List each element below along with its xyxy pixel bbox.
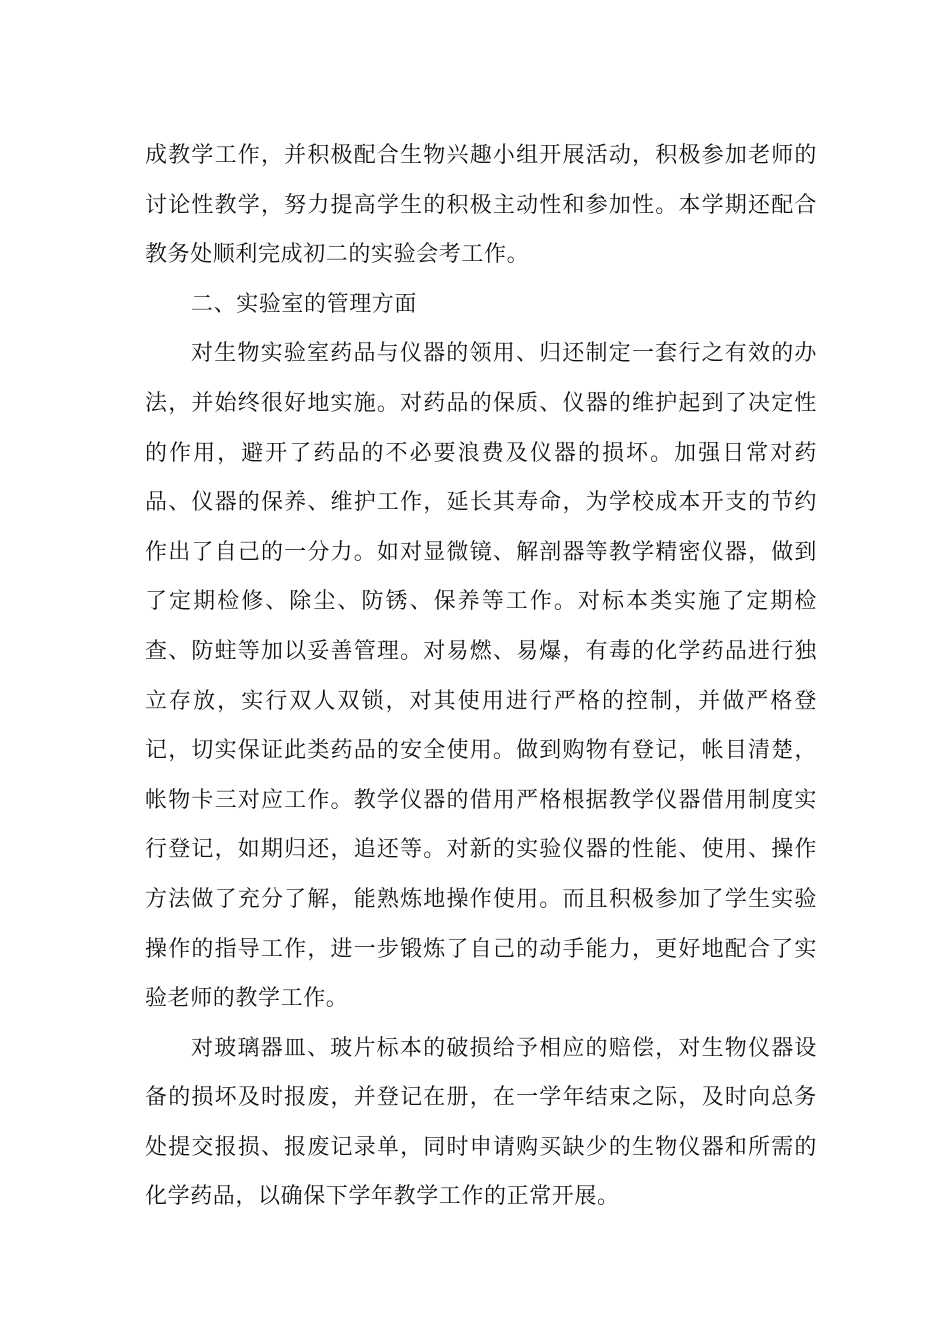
paragraph-breakage-compensation: 对玻璃器皿、玻片标本的破损给予相应的赔偿，对生物仪器设备的损坏及时报废，并登记在册，在一学年结束之际，及时向总务处提交报损、报废记录单，同时申请购买缺少的生物仪器和所需的化学药品，以确保下学年教学工作的正常开展。 — [145, 1035, 817, 1210]
paragraph-lab-management: 对生物实验室药品与仪器的领用、归还制定一套行之有效的办法，并始终很好地实施。对药品的保质、仪器的维护起到了决定性的作用，避开了药品的不必要浪费及仪器的损坏。加强日常对药品、仪器的保养、维护工作，延长其寿命，为学校成本开支的节约作出了自己的一分力。如对显微镜、解剖器等教学精密仪器，做到了定期检修、除尘、防锈、保养等工作。对标本类实施了定期检查、防蛀等加以妥善管理。对易燃、易爆，有毒的化学药品进行独立存放，实行双人双锁，对其使用进行严格的控制，并做严格登记，切实保证此类药品的安全使用。做到购物有登记，帐目清楚，帐物卡三对应工作。教学仪器的借用严格根据教学仪器借用制度实行登记，如期归还，追还等。对新的实验仪器的性能、使用、操作方法做了充分了解，能熟炼地操作使用。而且积极参加了学生实验操作的指导工作，进一步锻炼了自己的动手能力，更好地配合了实验老师的教学工作。 — [145, 341, 817, 1012]
section-heading: 二、实验室的管理方面 — [191, 291, 418, 317]
paragraph-continuation: 成教学工作，并积极配合生物兴趣小组开展活动，积极参加老师的讨论性教学，努力提高学生的积极主动性和参加性。本学期还配合教务处顺利完成初二的实验会考工作。 — [145, 143, 817, 268]
document-body — [145, 131, 817, 1222]
